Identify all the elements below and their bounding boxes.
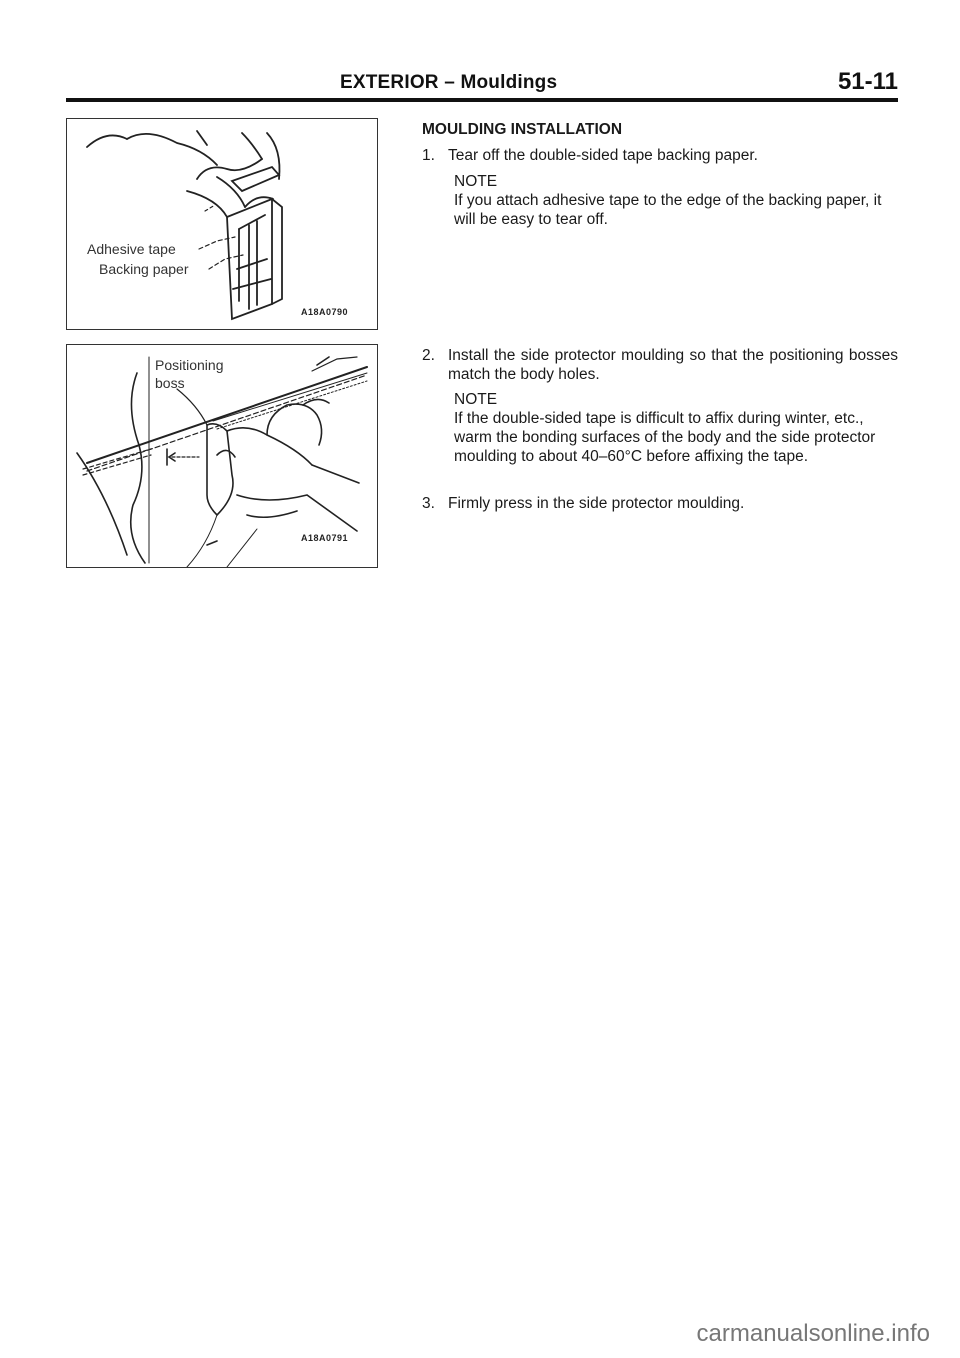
step-1: [422, 146, 898, 165]
step-3: [422, 494, 898, 513]
step-text: Tear off the double-sided tape backing paper.: [448, 147, 758, 164]
label-positioning: Positioning: [155, 357, 224, 373]
step-2-note-text: If the double-sided tape is difficult to affix during winter, etc., warm the bonding surfaces of the body and the side protector moulding to about 40–60°C before affixing the tape.: [454, 410, 876, 465]
tape-illustration: [67, 119, 377, 329]
page-title: EXTERIOR – Mouldings: [340, 72, 558, 93]
footer-watermark: carmanualsonline.info: [696, 1320, 930, 1347]
label-backing-paper: Backing paper: [99, 261, 189, 277]
figure-positioning-boss: [66, 344, 378, 568]
section-title: MOULDING INSTALLATION: [422, 121, 623, 138]
step-number: 1.: [422, 147, 435, 164]
step-2: [422, 346, 898, 384]
label-adhesive-tape: Adhesive tape: [87, 241, 176, 257]
figure-code: A18A0791: [301, 533, 349, 543]
note-label: NOTE: [454, 391, 498, 408]
figure-tape-backing-paper: [66, 118, 378, 330]
step-text: Install the side protector moulding so that the positioning bosses match the body holes.: [448, 347, 898, 383]
header-rule: [66, 98, 898, 102]
step-2-note-label: [422, 390, 898, 409]
label-boss: boss: [155, 375, 185, 391]
page-number: 51-11: [837, 68, 898, 95]
step-1-note-text: If you attach adhesive tape to the edge of the backing paper, it will be easy to tear off.: [454, 192, 882, 228]
step-text: Firmly press in the side protector moulding.: [448, 495, 745, 512]
step-number: 3.: [422, 495, 435, 512]
step-1-note-label: [422, 172, 898, 191]
figure-code: A18A0790: [301, 307, 349, 317]
step-number: 2.: [422, 347, 435, 364]
note-label: NOTE: [454, 173, 498, 190]
